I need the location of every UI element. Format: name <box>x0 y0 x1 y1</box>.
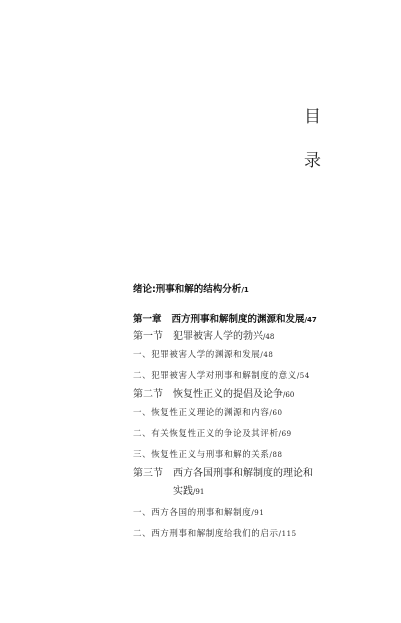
spacer <box>133 297 373 313</box>
toc-entry-page: 115 <box>281 530 297 538</box>
toc-entry-introduction[interactable]: 绪论:刑事和解的结构分析/1 <box>133 284 249 295</box>
toc-entry-number: 第一章 <box>133 314 162 325</box>
toc-entry-page: 48 <box>265 333 275 341</box>
toc-entry-section-1[interactable]: 第一节 犯罪被害人学的勃兴/48 <box>133 331 275 342</box>
toc-entry-label: 西方各国刑事和解制度的理论和 <box>173 468 313 479</box>
toc-title-char-lu: 录 <box>304 151 321 171</box>
toc-entry-number: 第二节 <box>133 389 163 400</box>
toc-entry-page: 91 <box>195 488 205 496</box>
table-of-contents <box>133 283 373 541</box>
toc-entry-label: 二、犯罪被害人学对刑事和解制度的意义 <box>133 371 297 381</box>
toc-entry-label: 犯罪被害人学的勃兴 <box>173 331 263 342</box>
toc-entry-label: 一、西方各国的刑事和解制度 <box>133 508 252 518</box>
toc-entry-label: 三、恢复性正义与刑事和解的关系 <box>133 450 270 460</box>
toc-entry-label: 西方刑事和解制度的渊源和发展 <box>171 314 305 325</box>
toc-entry-subsection[interactable]: 二、犯罪被害人学对刑事和解制度的意义/54 <box>133 371 310 381</box>
toc-entry-page: 54 <box>299 372 310 380</box>
toc-entry-subsection[interactable]: 二、西方刑事和解制度给我们的启示/115 <box>133 529 297 539</box>
toc-entry-page: 88 <box>272 451 283 459</box>
toc-entry-number: 第一节 <box>133 331 163 342</box>
toc-entry-chapter-1[interactable]: 第一章 西方刑事和解制度的渊源和发展/47 <box>133 314 317 325</box>
toc-entry-subsection[interactable]: 一、恢复性正义理论的渊源和内容/60 <box>133 408 283 418</box>
toc-title-char-mu: 目 <box>304 107 321 127</box>
toc-entry-number: 第三节 <box>133 468 163 479</box>
toc-entry-page: 60 <box>285 391 295 399</box>
toc-entry-page: 1 <box>243 286 249 294</box>
toc-entry-page: 48 <box>263 351 274 359</box>
toc-entry-subsection[interactable]: 一、犯罪被害人学的渊源和发展/48 <box>133 350 274 360</box>
toc-entry-page: 69 <box>281 430 292 438</box>
toc-entry-page: 47 <box>307 316 317 324</box>
toc-entry-label: 一、犯罪被害人学的渊源和发展 <box>133 350 261 360</box>
toc-entry-label-cont: 实践 <box>173 486 193 497</box>
toc-entry-label: 二、西方刑事和解制度给我们的启示 <box>133 529 279 539</box>
toc-entry-subsection[interactable]: 一、西方各国的刑事和解制度/91 <box>133 508 265 518</box>
toc-entry-subsection[interactable]: 三、恢复性正义与刑事和解的关系/88 <box>133 450 283 460</box>
toc-entry-page: 91 <box>254 509 265 517</box>
toc-entry-label: 二、有关恢复性正义的争论及其评析 <box>133 429 279 439</box>
toc-entry-subsection[interactable]: 二、有关恢复性正义的争论及其评析/69 <box>133 429 292 439</box>
toc-entry-page: 60 <box>272 409 283 417</box>
toc-entry-section-3[interactable] <box>133 467 373 480</box>
toc-entry-label: 绪论:刑事和解的结构分析 <box>133 284 242 295</box>
toc-entry-label: 恢复性正义的提倡及论争 <box>173 389 283 400</box>
toc-entry-section-2[interactable]: 第二节 恢复性正义的提倡及论争/60 <box>133 389 295 400</box>
toc-entry-label: 一、恢复性正义理论的渊源和内容 <box>133 408 270 418</box>
toc-entry-section-3-continued[interactable]: 实践/91 <box>173 486 205 497</box>
